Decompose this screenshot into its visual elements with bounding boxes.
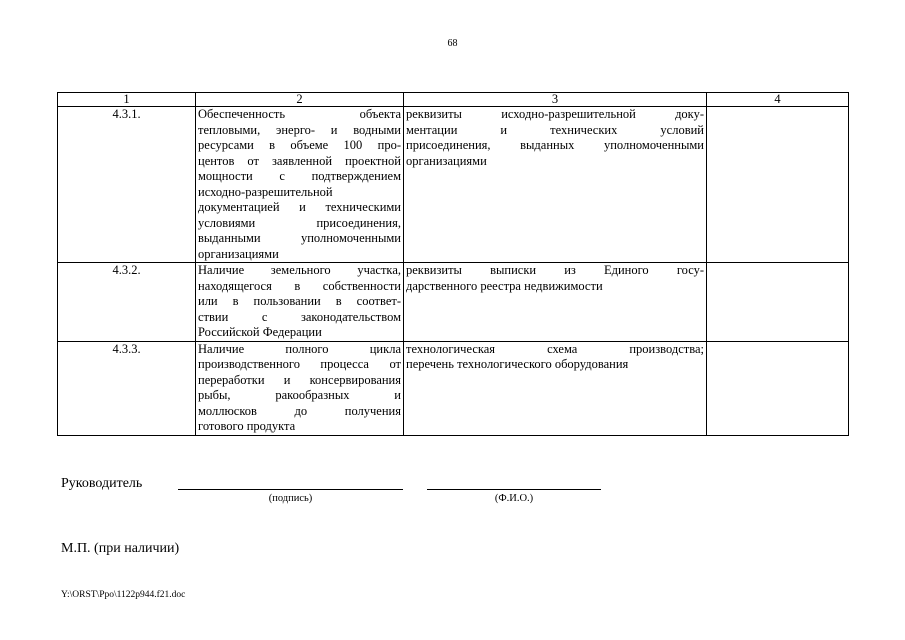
- cell-text-line: реквизиты выписки из Единого госу-: [406, 263, 704, 277]
- cell-text-line: организациями: [198, 246, 279, 261]
- cell-text-line: тепловыми, энерго- и водными: [198, 122, 401, 137]
- table-row: [58, 107, 849, 263]
- item-number-cell: 4.3.1.: [58, 107, 196, 263]
- cell-text-line: технологическая схема производства;: [406, 341, 704, 356]
- signature-line: [178, 489, 403, 490]
- notes-cell[interactable]: [707, 341, 849, 435]
- cell-text-line: готового продукта: [198, 419, 296, 433]
- signature-caption: (подпись): [268, 493, 313, 504]
- requirements-table: [57, 92, 849, 436]
- signature-label: Руководитель: [61, 476, 143, 491]
- cell-text-line: или в пользовании в соответ-: [198, 294, 401, 308]
- cell-text-line: присоединения, выданных уполномоченными: [406, 138, 704, 152]
- cell-text-line: ресурсами в объеме 100 про-: [198, 138, 401, 152]
- column-header: 4: [707, 93, 849, 107]
- cell-text-line: рыбы, ракообразных и: [198, 388, 401, 402]
- cell-text-line: ментации и технических условий: [406, 122, 704, 137]
- requirement-cell: [196, 263, 404, 342]
- cell-text-line: условиями присоединения,: [198, 215, 401, 230]
- document-details-cell: [404, 341, 707, 435]
- cell-text-line: Российской Федерации: [198, 325, 322, 339]
- column-header: 1: [58, 93, 196, 107]
- table-row: [58, 263, 849, 342]
- cell-text-line: ствии с законодательством: [198, 309, 401, 324]
- document-details-cell: [404, 107, 707, 263]
- cell-text-line: производственного процесса от: [198, 357, 401, 371]
- cell-text-line: мощности с подтверждением: [198, 169, 401, 183]
- notes-cell[interactable]: [707, 263, 849, 342]
- cell-text-line: Наличие полного цикла: [198, 341, 401, 356]
- stamp-label: М.П. (при наличии): [61, 541, 180, 556]
- cell-text-line: переработки и консервирования: [198, 372, 401, 387]
- item-number-cell: 4.3.3.: [58, 341, 196, 435]
- notes-cell[interactable]: [707, 107, 849, 263]
- name-caption: (Ф.И.О.): [494, 493, 534, 504]
- document-details-cell: [404, 263, 707, 342]
- cell-text-line: документацией и техническими: [198, 200, 401, 214]
- page-number: 68: [447, 38, 458, 49]
- cell-text-line: центов от заявленной проектной: [198, 153, 401, 168]
- cell-text-line: организациями: [406, 153, 487, 168]
- item-number-cell: 4.3.2.: [58, 263, 196, 342]
- column-header: 2: [196, 93, 404, 107]
- cell-text-line: Наличие земельного участка,: [198, 263, 401, 277]
- cell-text-line: исходно-разрешительной: [198, 184, 333, 199]
- requirement-cell: [196, 341, 404, 435]
- cell-text-line: Обеспеченность объекта: [198, 107, 401, 121]
- table-header-row: [58, 93, 849, 107]
- cell-text-line: выданными уполномоченными: [198, 231, 401, 245]
- table-row: [58, 341, 849, 435]
- name-line: [427, 489, 601, 490]
- cell-text-line: дарственного реестра недвижимости: [406, 278, 603, 293]
- column-header: 3: [404, 93, 707, 107]
- cell-text-line: реквизиты исходно-разрешительной доку-: [406, 107, 704, 121]
- file-path: Y:\ORST\Ppo\1122p944.f21.doc: [61, 590, 186, 600]
- cell-text-line: моллюсков до получения: [198, 403, 401, 418]
- requirement-cell: [196, 107, 404, 263]
- cell-text-line: перечень технологического оборудования: [406, 357, 629, 371]
- cell-text-line: находящегося в собственности: [198, 278, 401, 293]
